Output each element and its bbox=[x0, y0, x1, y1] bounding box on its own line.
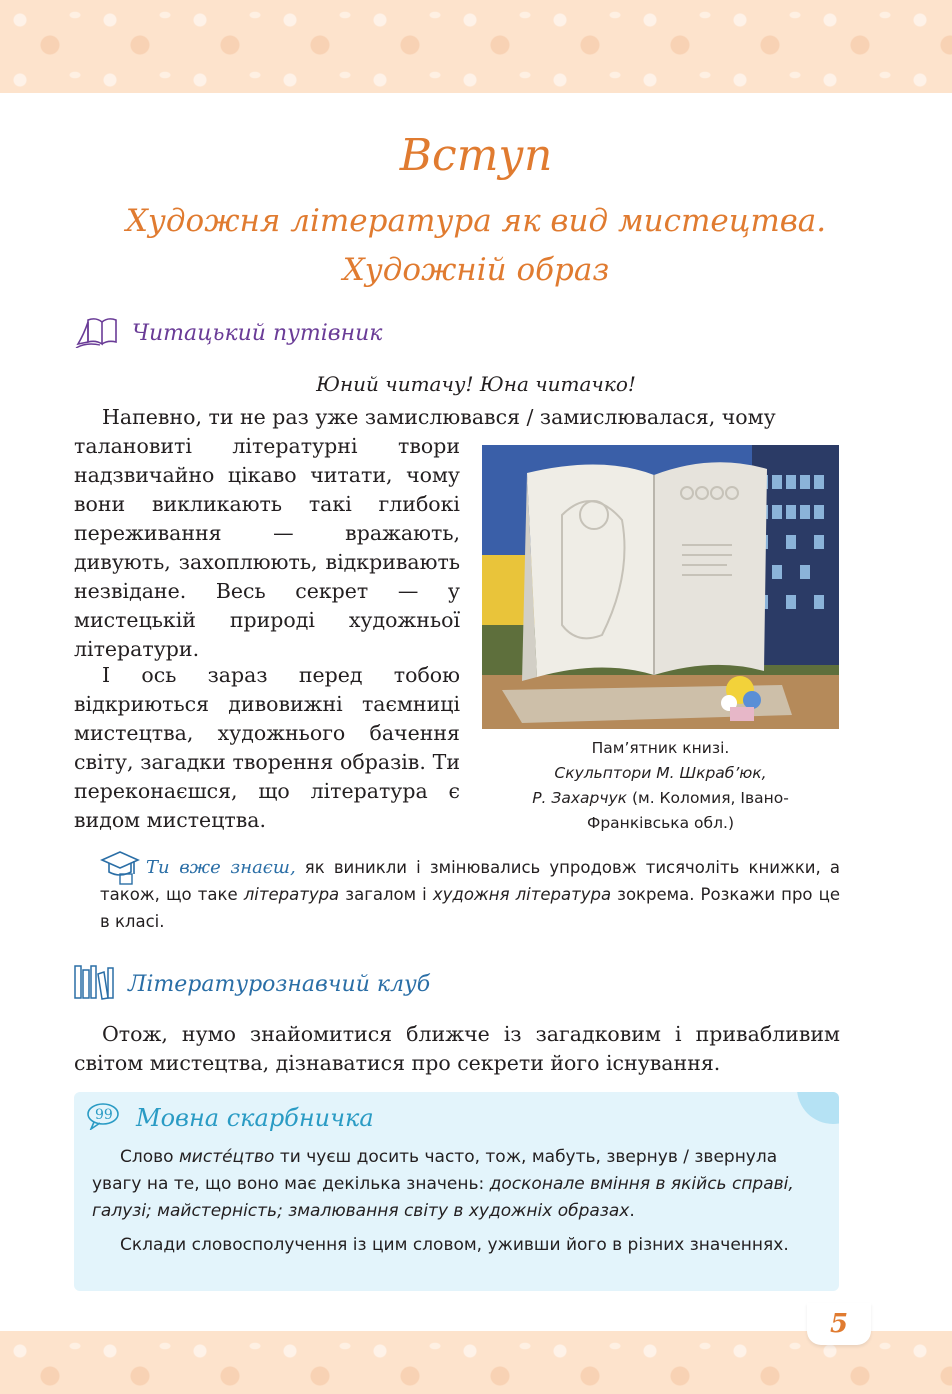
you-know-block bbox=[100, 854, 840, 935]
box-corner-decoration bbox=[797, 1092, 839, 1124]
reader-guide-heading bbox=[74, 314, 382, 352]
page-subtitle-line2: Художній образ bbox=[342, 252, 610, 288]
intro-paragraph-first-line: Напевно, ти не раз уже замислювався / замислювалася, чому bbox=[102, 405, 776, 429]
open-book-icon bbox=[74, 314, 120, 352]
lang-text-b: ти чуєш досить часто, тож, мабуть, звернув / звернула увагу на те, що воно має декілька значень: bbox=[92, 1147, 778, 1194]
literary-club-heading bbox=[74, 964, 430, 1004]
language-treasury-text bbox=[92, 1144, 830, 1225]
bookshelf-icon bbox=[74, 964, 114, 1004]
lang-text-a: Слово bbox=[120, 1147, 179, 1167]
caption-line4: Франківська обл.) bbox=[587, 814, 734, 832]
page-number: 5 bbox=[807, 1303, 871, 1345]
language-treasury-heading bbox=[86, 1102, 374, 1134]
page-subtitle-line1: Художня література як вид мистецтва. bbox=[125, 203, 827, 239]
caption-location: (м. Коломия, Івано- bbox=[627, 789, 789, 807]
lang-meanings: досконале вміння в якійсь справі, галузі; майстерність; змалювання світу в художніх образах bbox=[92, 1174, 794, 1221]
you-know-term-fiction: художня література bbox=[432, 885, 612, 904]
language-treasury-label: Мовна скарбничка bbox=[136, 1104, 374, 1132]
you-know-term-literature: література bbox=[243, 885, 340, 904]
book-monument-photo bbox=[482, 445, 839, 729]
caption-line1: Пам’ятник книзі. bbox=[591, 739, 730, 757]
page-title: Вступ bbox=[399, 130, 553, 181]
language-treasury-box bbox=[74, 1092, 839, 1291]
top-decorative-band bbox=[0, 0, 952, 93]
svg-text:99: 99 bbox=[95, 1107, 113, 1123]
lang-text-c: . bbox=[629, 1201, 635, 1221]
intro-paragraph-second: І ось зараз перед тобою відкриються дивовижні таємниці мистецтва, художнього бачення світу, загадки творення образів. Ти переконаєшся, що література є видом мистецтва. bbox=[74, 663, 460, 832]
club-paragraph: Отож, нумо знайомитися ближче із загадковим і привабливим світом мистецтва, дізнаватися про секрети його існування. bbox=[74, 1022, 840, 1075]
quote-bubble-icon bbox=[86, 1102, 120, 1134]
greeting: Юний читачу! Юна читачко! bbox=[316, 372, 636, 396]
you-know-text-a: як виникли і змінювались упродовж тисячоліть книжки, а також, що таке bbox=[100, 858, 841, 904]
bottom-decorative-band bbox=[0, 1331, 952, 1394]
you-know-lead: Ти вже знаєш, bbox=[146, 857, 296, 878]
caption-line2: Скульптори М. Шкраб’юк, bbox=[554, 764, 767, 782]
lang-word: мисте́цтво bbox=[178, 1147, 275, 1167]
language-treasury-task: Склади словосполучення із цим словом, уживши його в різних значеннях. bbox=[120, 1235, 789, 1255]
intro-paragraph-continuation: талановиті літературні твори надзвичайно цікаво читати, чому вони викликають такі глибокі переживання — вражають, дивують, захоплюють, відкривають незвідане. Весь секрет — у мистецькій природі художньої літератури. bbox=[74, 434, 460, 661]
reader-guide-label: Читацький путівник bbox=[132, 320, 383, 346]
literary-club-label: Літературознавчий клуб bbox=[128, 971, 431, 997]
photo-caption bbox=[482, 736, 839, 836]
caption-sculptor: Р. Захарчук bbox=[532, 789, 628, 807]
you-know-text-b: загалом і bbox=[339, 885, 433, 904]
caption-line3 bbox=[482, 786, 839, 811]
you-know-text-c: зокрема. Розкажи про це в класі. bbox=[100, 885, 841, 931]
